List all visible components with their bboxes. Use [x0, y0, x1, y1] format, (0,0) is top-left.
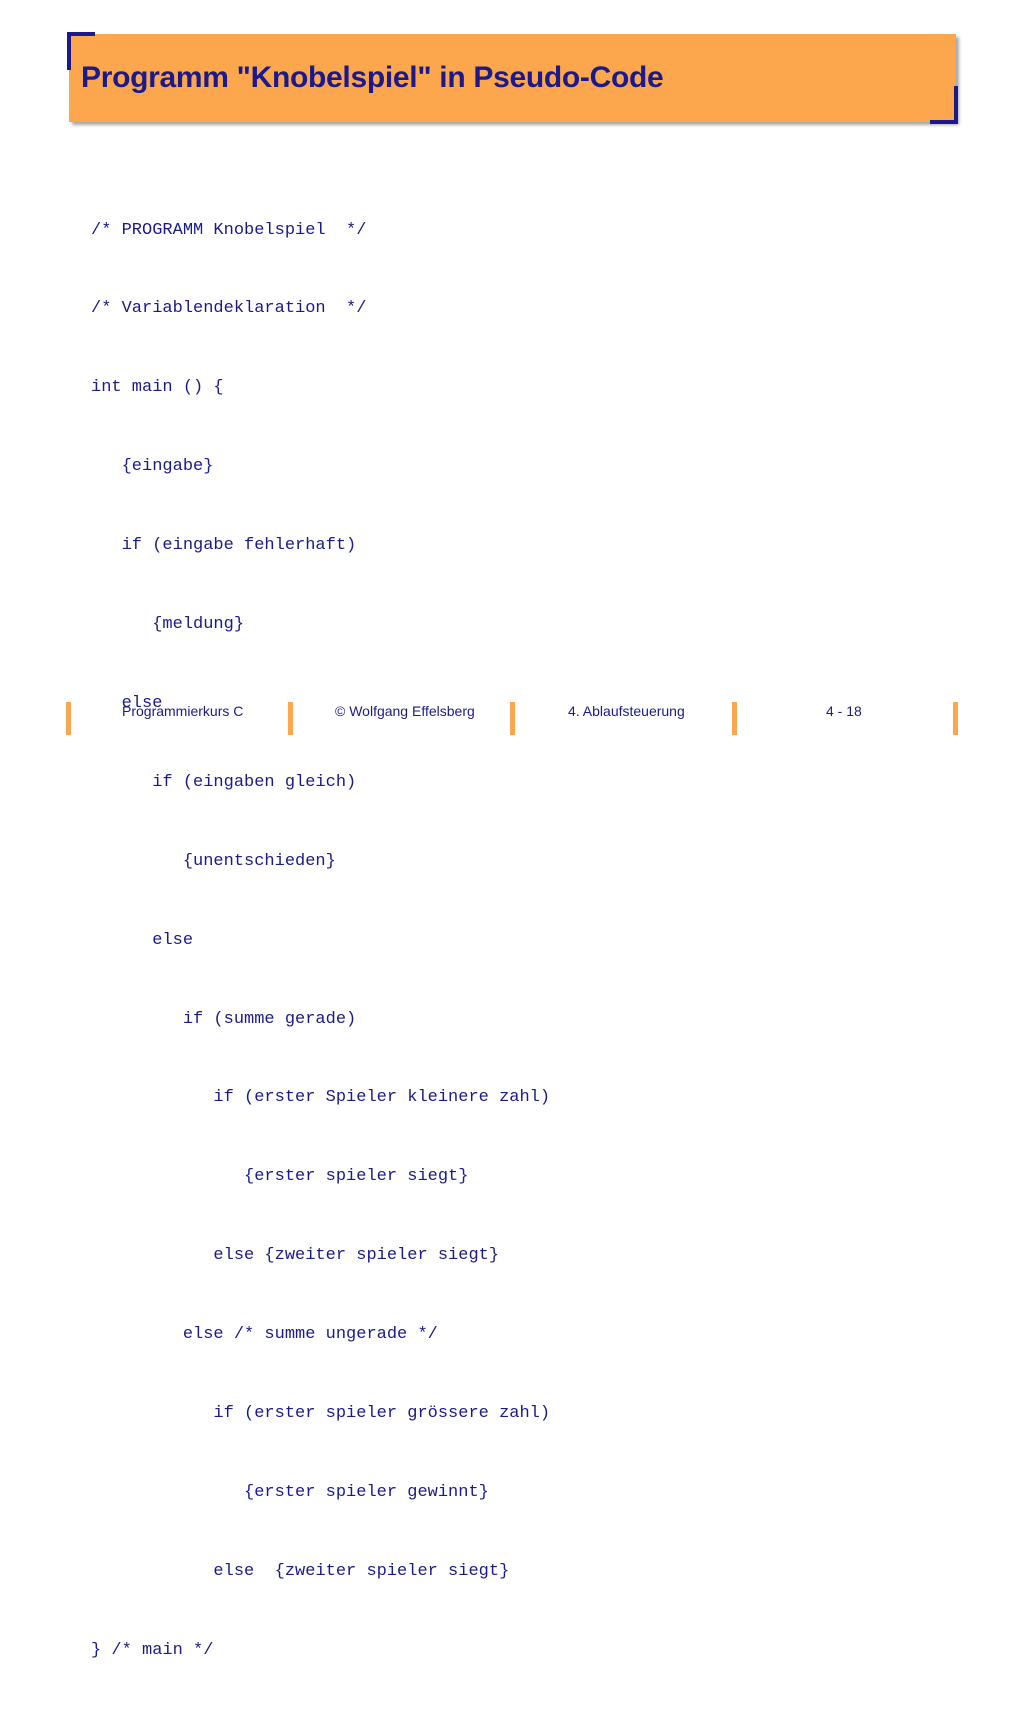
- code-line: else {zweiter spieler siegt}: [91, 1561, 510, 1581]
- code-line: {meldung}: [91, 615, 245, 635]
- footer-separator: [66, 702, 71, 735]
- footer-separator: [953, 702, 958, 735]
- footer-course: Programmierkurs C: [122, 703, 244, 719]
- footer-separator: [510, 702, 515, 735]
- code-line: else: [91, 930, 194, 950]
- code-line: {erster spieler gewinnt}: [91, 1482, 489, 1502]
- code-line: {erster spieler siegt}: [91, 1167, 469, 1187]
- footer-author: © Wolfgang Effelsberg: [335, 703, 475, 719]
- code-line: else {zweiter spieler siegt}: [91, 1246, 500, 1266]
- footer-separator: [732, 702, 737, 735]
- code-line: {unentschieden}: [91, 851, 336, 871]
- code-line: /* Variablendeklaration */: [91, 299, 367, 319]
- code-line: if (erster Spieler kleinere zahl): [91, 1088, 551, 1108]
- code-line: if (erster spieler grössere zahl): [91, 1403, 551, 1423]
- code-line: if (summe gerade): [91, 1009, 357, 1029]
- footer-page-number: 4 - 18: [826, 703, 862, 719]
- title-bar: [69, 34, 956, 122]
- pseudo-code-block: [91, 165, 550, 1717]
- footer-chapter: 4. Ablaufsteuerung: [568, 703, 685, 719]
- footer-separator: [288, 702, 293, 735]
- code-line: {eingabe}: [91, 457, 214, 477]
- code-line: if (eingaben gleich): [91, 772, 357, 792]
- code-line: } /* main */: [91, 1640, 214, 1660]
- code-line: else: [91, 693, 163, 713]
- code-line: /* PROGRAMM Knobelspiel */: [91, 220, 367, 240]
- code-line: else /* summe ungerade */: [91, 1325, 438, 1345]
- code-line: if (eingabe fehlerhaft): [91, 536, 357, 556]
- slide-title: Programm "Knobelspiel" in Pseudo-Code: [81, 61, 664, 94]
- title-corner-bottom-right: [930, 86, 958, 124]
- code-line: int main () {: [91, 378, 224, 398]
